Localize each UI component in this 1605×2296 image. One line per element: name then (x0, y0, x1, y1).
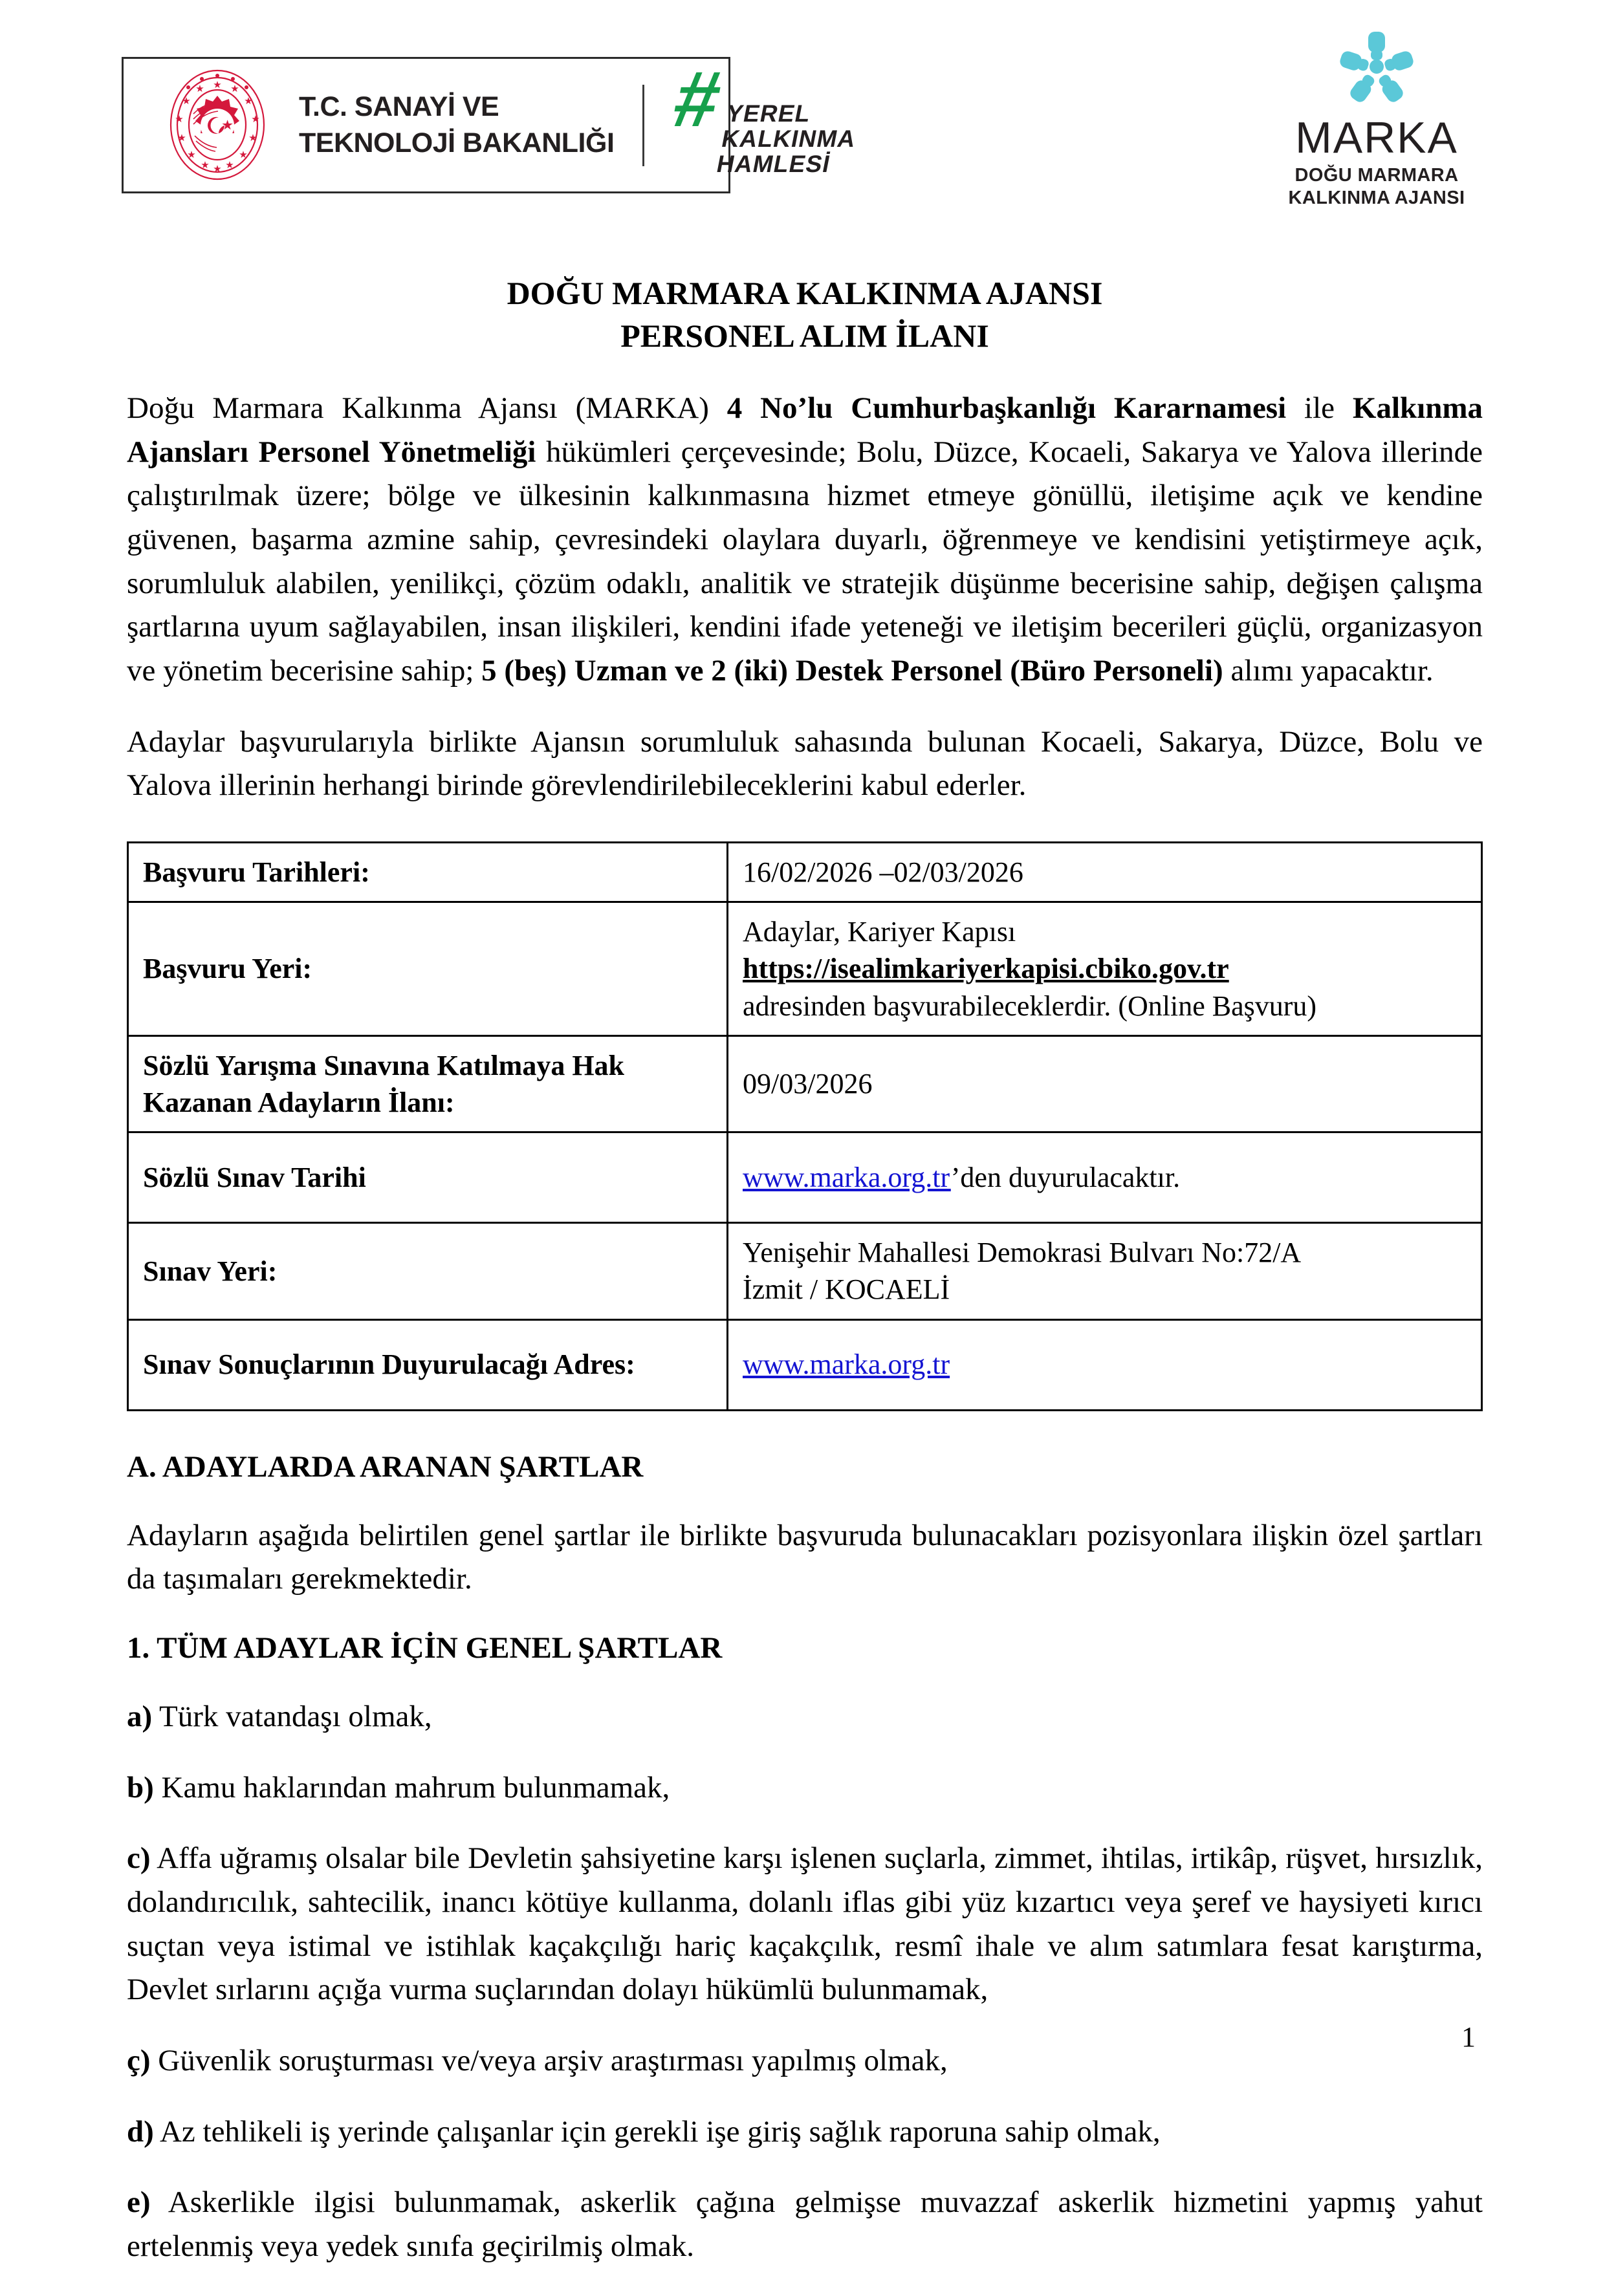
ministry-name-line2: TEKNOLOJİ BAKANLIĞI (299, 127, 615, 158)
intro-seg2: ile (1286, 391, 1353, 425)
marka-website-link[interactable]: www.marka.org.tr (743, 1162, 951, 1194)
svg-text:★: ★ (177, 133, 186, 144)
value-sozlu-sinav-suffix: ’den duyurulacaktır. (950, 1162, 1181, 1194)
document-content (127, 272, 1483, 2296)
value-sozlu-yarisma-ilani: 09/03/2026 (728, 1035, 1482, 1132)
svg-text:★: ★ (201, 160, 210, 171)
hamle-line3: HAMLESİ (714, 151, 833, 178)
document-header (0, 0, 1605, 209)
intro-bold-yonetmelik: Kalkınma Ajansları Personel Yönetmeliği (127, 391, 1483, 469)
hashtag-icon: # (667, 54, 728, 143)
logo-divider (642, 85, 644, 166)
value-sozlu-sinav-tarihi (728, 1132, 1482, 1223)
page-title-line1: DOĞU MARMARA KALKINMA AJANSI (507, 275, 1103, 311)
table-row (128, 1132, 1482, 1223)
yerel-kalkinma-hamlesi-logo (667, 54, 859, 178)
hamle-line1: YEREL (724, 100, 814, 127)
marka-subtitle-line2: KALKINMA AJANSI (1288, 188, 1465, 209)
svg-text:★: ★ (175, 114, 184, 125)
list-item (127, 2181, 1483, 2268)
list-item (127, 2110, 1483, 2154)
marka-subtitle (1273, 164, 1480, 210)
section-a-paragraph: Adayların aşağıda belirtilen genel şartlar ile birlikte başvuruda bulunacakları pozisyonlara ilişkin özel şartları da taşımaları gerekmektedir. (127, 1518, 1483, 1596)
marka-subtitle-line1: DOĞU MARMARA (1294, 165, 1459, 186)
page-title (127, 272, 1483, 357)
svg-text:★: ★ (225, 160, 234, 171)
section-1-heading: 1. TÜM ADAYLAR İÇİN GENEL ŞARTLAR (127, 1630, 723, 1665)
item-text-a: Türk vatandaşı olmak, (152, 1700, 432, 1734)
value-sinav-yeri-line2: İzmit / KOCAELİ (743, 1273, 950, 1306)
item-text-b: Kamu haklarından mahrum bulunmamak, (153, 1770, 670, 1804)
item-text-cc: Güvenlik soruşturması ve/veya arşiv araştırması yapılmış olmak, (150, 2044, 948, 2078)
item-marker-e: e) (127, 2185, 151, 2220)
intro-seg4: alımı yapacaktır. (1223, 654, 1434, 688)
marka-agency-logo (1273, 29, 1480, 210)
svg-text:★: ★ (213, 164, 222, 175)
value-sinav-sonuclari-adres (728, 1319, 1482, 1410)
svg-text:★: ★ (230, 84, 239, 94)
item-text-d: Az tehlikeli iş yerinde çalışanlar için gerekli işe giriş sağlık raporuna sahip olmak, (153, 2114, 1161, 2149)
marka-results-website-link[interactable]: www.marka.org.tr (743, 1348, 950, 1381)
label-basvuru-yeri: Başvuru Yeri: (128, 902, 728, 1036)
list-item (127, 1837, 1483, 2012)
table-row (128, 1035, 1482, 1132)
intro-bold-positions: 5 (beş) Uzman ve 2 (iki) Destek Personel (Büro Personeli) (481, 654, 1223, 688)
intro-seg1: Doğu Marmara Kalkınma Ajansı (MARKA) (127, 391, 727, 425)
section-a-heading: A. ADAYLARDA ARANAN ŞARTLAR (127, 1449, 644, 1484)
page-title-line2: PERSONEL ALIM İLANI (620, 318, 989, 354)
table-row (128, 843, 1482, 902)
hamle-wordmark (715, 101, 864, 177)
intro-bold-kararname: 4 No’lu Cumhurbaşkanlığı Kararnamesi (726, 391, 1287, 425)
svg-text:★: ★ (195, 84, 204, 94)
item-marker-a: a) (127, 1700, 153, 1734)
label-basvuru-tarihleri: Başvuru Tarihleri: (128, 843, 728, 902)
table-row (128, 1319, 1482, 1410)
marka-star-figures-icon (1273, 29, 1480, 112)
item-text-c: Affa uğramış olsalar bile Devletin şahsiyetine karşı işlenen suçlarla, zimmet, ihtilas, irtikâp, rüşvet, hırsızlık, dolandırıcılık, sahtecilik, inancı kötüye kullanma, dolanlı iflas gibi yüz kızartıcı veya şeref ve haysiyeti kırıcı suçtan veya istimal ve istihlak kaçakçılığı hariç kaçakçılık, resmî ihale ve alım satımlara fesat karıştırma, Devlet sırlarını açığa vurma suçlarından dolayı hükümlü bulunmamak, (127, 1841, 1483, 2007)
value-sinav-yeri-line1: Yenişehir Mahallesi Demokrasi Bulvarı No:72/A (743, 1237, 1302, 1269)
label-sozlu-sinav-tarihi: Sözlü Sınav Tarihi (128, 1132, 728, 1223)
item-marker-cc: ç) (127, 2044, 151, 2078)
label-sinav-yeri: Sınav Yeri: (128, 1223, 728, 1319)
item-text-e: Askerlikle ilgisi bulunmamak, askerlik çağına gelmişse muvazzaf askerlik hizmetini yapmış yahut ertelenmiş veya yedek sınıfa geçirilmiş olmak. (127, 2185, 1483, 2264)
list-item (127, 1766, 1483, 1810)
table-row (128, 902, 1482, 1036)
label-sozlu-yarisma-ilani: Sözlü Yarışma Sınavına Katılmaya Hak Kazanan Adayların İlanı: (128, 1035, 728, 1132)
item-marker-d: d) (127, 2114, 154, 2149)
svg-text:★: ★ (239, 150, 248, 160)
value-basvuru-yeri-line3: adresinden başvurabileceklerdir. (Online Başvuru) (743, 990, 1317, 1022)
value-basvuru-yeri (728, 902, 1482, 1036)
list-item (127, 1695, 1483, 1739)
intro-paragraph-2: Adaylar başvurularıyla birlikte Ajansın sorumluluk sahasında bulunan Kocaeli, Sakarya, Düzce, Bolu ve Yalova illerinin herhangi birinde görevlendirilebileceklerini kabul ederler. (127, 724, 1483, 803)
svg-text:★: ★ (251, 114, 260, 125)
kariyer-kapisi-link[interactable]: https://isealimkariyerkapisi.cbiko.gov.tr (743, 953, 1229, 985)
value-basvuru-yeri-line1: Adaylar, Kariyer Kapısı (743, 916, 1016, 948)
item-marker-b: b) (127, 1770, 154, 1804)
label-sinav-sonuclari-adres: Sınav Sonuçlarının Duyurulacağı Adres: (128, 1319, 728, 1410)
item-marker-c: c) (127, 1841, 151, 1876)
svg-text:★: ★ (213, 80, 222, 91)
list-item (127, 2039, 1483, 2083)
value-basvuru-tarihleri: 16/02/2026 –02/03/2026 (728, 843, 1482, 902)
intro-seg3: hükümleri çerçevesinde; Bolu, Düzce, Kocaeli, Sakarya ve Yalova illerinde çalıştırılmak üzere; bölge ve ülkesinin kalkınmasına hizmet etmeye gönüllü, iletişime açık ve kendine güvenen, başarma azmine sahip, çevresindeki olaylara duyarlı, öğrenmeye ve kendisini yetiştirmeye açık, sorumluluk alabilen, yenilikçi, çözüm odaklı, analitik ve stratejik düşünme becerisine sahip, değişen çalışma şartlarına uyum sağlayabilen, insan ilişkileri, kendini ifade yeteneği ve iletişim becerileri güçlü, organizasyon ve yönetim becerisine sahip; (127, 435, 1483, 688)
svg-text:★: ★ (182, 96, 191, 107)
hamle-line2: KALKINMA (719, 125, 859, 152)
ministry-logo-box (122, 54, 859, 193)
table-row (128, 1223, 1482, 1319)
intro-paragraph-1 (127, 387, 1483, 693)
ministry-name-line1: T.C. SANAYİ VE (299, 91, 499, 123)
page-number: 1 (1461, 2021, 1476, 2053)
value-sinav-yeri (728, 1223, 1482, 1319)
turkey-ministry-emblem-icon (148, 69, 287, 182)
svg-text:★: ★ (248, 133, 257, 144)
svg-text:★: ★ (187, 150, 196, 160)
svg-text:★: ★ (244, 96, 253, 107)
application-info-table (127, 841, 1483, 1411)
marka-wordmark: MARKA (1295, 113, 1458, 162)
ministry-name (299, 89, 614, 160)
